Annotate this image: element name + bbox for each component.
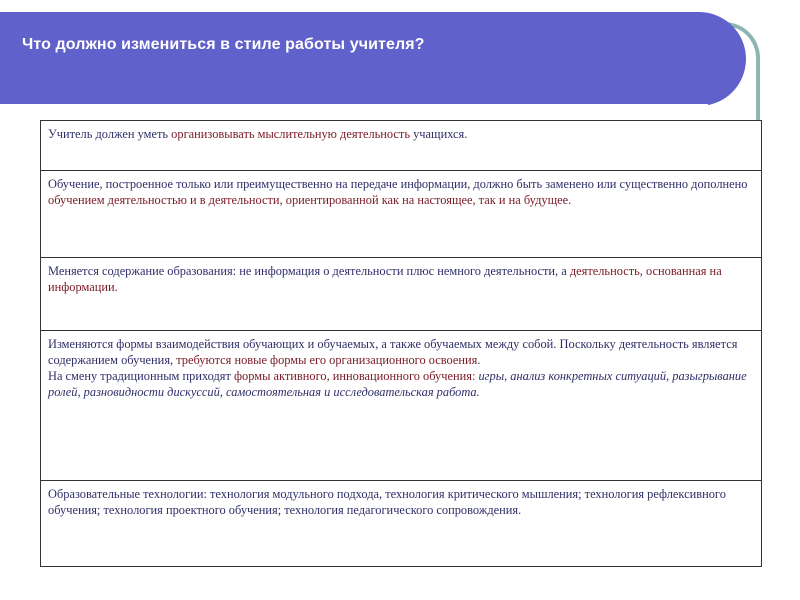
header-bar <box>0 12 746 106</box>
row-5-text: Образовательные технологии: технология модульного подхода, технология критического мышления; технология рефлексивного обучения; технология проектного обучения; технология педагогического сопровождения. <box>48 487 726 517</box>
header-underline <box>0 104 708 107</box>
table-row-5 <box>41 481 761 568</box>
page-title: Что должно измениться в стиле работы учителя? <box>22 36 425 53</box>
row-4-period: . <box>477 353 481 367</box>
table-row-3 <box>41 258 761 331</box>
row-3-highlight-1: деятельность <box>569 264 640 278</box>
row-2-text: Обучение, построенное только или преимущественно на передаче информации, должно быть заменено или существенно дополнено <box>48 177 748 191</box>
row-3-text: Меняется содержание образования: не информация о деятельности плюс немного деятельности, а <box>48 264 570 278</box>
table-row-2 <box>41 171 761 258</box>
row-3-highlight-2: основанная на информации. <box>48 264 722 294</box>
row-1-highlight: организовывать мыслительную деятельность <box>171 127 410 141</box>
row-4-highlight-2: формы активного, инновационного обучения: <box>234 369 476 383</box>
row-4-highlight-1: требуются новые формы его организационного освоения <box>176 353 478 367</box>
content-table <box>40 120 762 567</box>
table-row-1 <box>41 121 761 171</box>
row-4-italic-list: игры, анализ конкретных ситуаций, разыгрывание ролей, разновидности дискуссий, самостоятельная и исследовательская работа. <box>48 369 747 399</box>
row-1-text-end: учащихся. <box>410 127 468 141</box>
row-4-text-2: На смену традиционным приходят <box>48 369 235 383</box>
row-1-text: Учитель должен уметь <box>48 127 172 141</box>
row-3-separator: , <box>639 264 646 278</box>
row-2-highlight: обучением деятельностью и в деятельности, ориентированной как на настоящее, так и на будущее. <box>48 193 572 207</box>
row-4-text: Изменяются формы взаимодействия обучающих и обучаемых, а также обучаемых между собой. Поскольку деятельность является содержанием обучения, <box>48 337 738 367</box>
table-row-4 <box>41 331 761 481</box>
